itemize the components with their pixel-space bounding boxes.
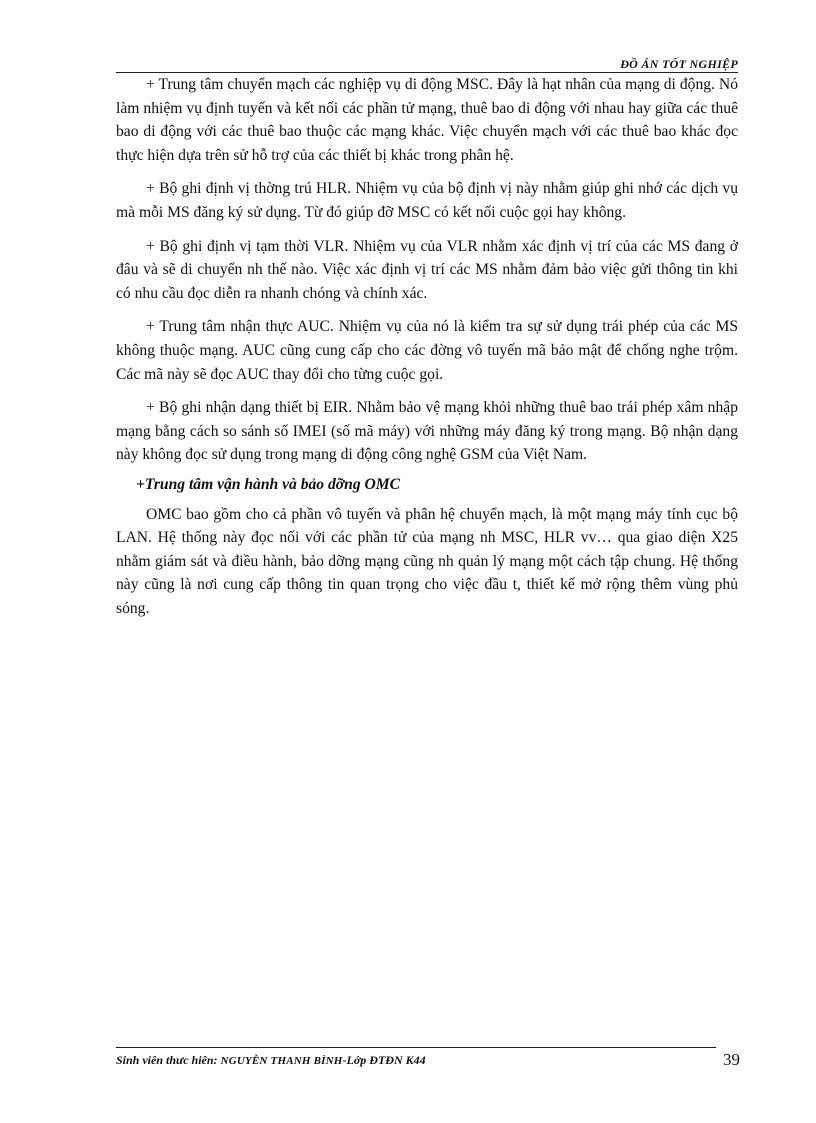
paragraph-auc: + Trung tâm nhận thực AUC. Nhiệm vụ của nó là kiểm tra sự sử dụng trái phép của các MS không thuộc mạng. AUC cũng cung cấp cho các đờng vô tuyến mã bảo mật để chống nghe trộm. Các mã này sẽ đọc AUC thay đổi cho từng cuộc gọi.: [116, 318, 738, 383]
footer-class-info: -Lớp ĐTĐN K44: [342, 1053, 426, 1067]
paragraph-msc: + Trung tâm chuyển mạch các nghiệp vụ di động MSC. Đây là hạt nhân của mạng di động. Nó làm nhiệm vụ định tuyến và kết nối các phần tử mạng, thuê bao di động với nhau hay giữa các thuê bao di động với các thuê bao thuộc các mạng khác. Việc chuyển mạch với các thuê bao khác đọc thực hiện dựa trên sử hỗ trợ của các thiết bị khác trong phân hệ.: [116, 76, 738, 164]
section-heading-omc: +Trung tâm vận hành và bảo dỡng OMC: [136, 475, 401, 493]
paragraph-vlr: + Bộ ghi định vị tạm thời VLR. Nhiệm vụ của VLR nhằm xác định vị trí của các MS đang ở đâu và sẽ di chuyển nh thế nào. Việc xác định vị trí các MS nhằm đảm bảo việc gửi thông tin khi có nhu cầu đọc diễn ra nhanh chóng và chính xác.: [116, 237, 738, 302]
footer-author-line: [116, 1053, 426, 1068]
paragraph-omc: OMC bao gồm cho cả phần vô tuyến và phân hệ chuyển mạch, là một mạng máy tính cục bộ LAN. Hệ thống này đọc nối với các phần tử của mạng nh MSC, HLR vv… qua giao diện X25 nhằm giám sát và điều hành, bảo dỡng mạng cũng nh quản lý mạng một cách tập chung. Hệ thống này cũng là nơi cung cấp thông tin quan trọng cho việc đầu t, thiết kế mở rộng thêm vùng phủ sóng.: [116, 505, 738, 617]
header-title: ĐỒ ÁN TỐT NGHIỆP: [620, 57, 738, 71]
paragraph-eir: + Bộ ghi nhận dạng thiết bị EIR. Nhằm bảo vệ mạng khỏi những thuê bao trái phép xâm nhập mạng bằng cách so sánh số IMEI (số mã máy) với những máy đăng ký trong mạng. Bộ nhận dạng này không đọc sử dụng trong mạng di động công nghệ GSM của Việt Nam.: [116, 399, 738, 464]
page-number: 39: [723, 1050, 740, 1069]
footer-label: Sinh viên thưc hiên:: [116, 1053, 221, 1067]
footer-divider: [116, 1047, 716, 1048]
paragraph-hlr: + Bộ ghi định vị thờng trú HLR. Nhiệm vụ của bộ định vị này nhằm giúp ghi nhớ các dịch vụ mà mỗi MS đăng ký sử dụng. Từ đó giúp đỡ MSC có kết nối cuộc gọi hay không.: [116, 180, 738, 221]
page-body: [116, 73, 738, 620]
footer-student-name: NGUYỄN THANH BÌNH: [220, 1055, 343, 1067]
